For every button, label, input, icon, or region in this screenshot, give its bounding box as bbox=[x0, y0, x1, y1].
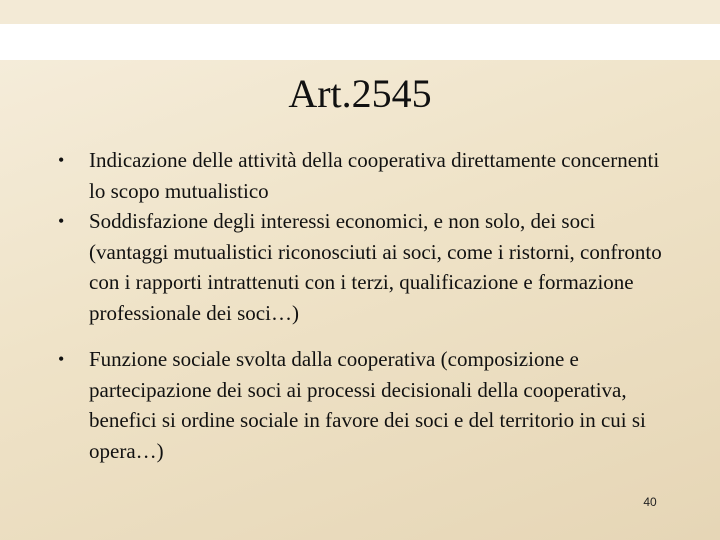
bullet-text: Soddisfazione degli interessi economici, e non solo, dei soci (vantaggi mutualistici riconosciuti ai soci, come i ristorni, confronto con i rapporti intrattenuti con i terzi, qualificazione e formazione professionale dei soci…) bbox=[89, 209, 662, 325]
bullet-icon: • bbox=[58, 349, 65, 369]
header-band bbox=[0, 24, 720, 60]
page-number: 40 bbox=[643, 495, 657, 509]
bullet-item bbox=[58, 344, 678, 466]
bullet-item bbox=[58, 206, 678, 328]
slide-title: Art.2545 bbox=[288, 71, 432, 116]
bullet-item bbox=[58, 145, 678, 206]
bullet-text: Indicazione delle attività della cooperativa direttamente concernenti lo scopo mutualistico bbox=[89, 148, 660, 203]
top-band bbox=[0, 0, 720, 24]
bullet-list bbox=[58, 145, 678, 466]
bullet-icon: • bbox=[58, 211, 65, 231]
bullet-text: Funzione sociale svolta dalla cooperativa (composizione e partecipazione dei soci ai processi decisionali della cooperativa, benefici si ordine sociale in favore dei soci e del territorio in cui si opera…) bbox=[89, 347, 646, 463]
bullet-icon: • bbox=[58, 150, 65, 170]
